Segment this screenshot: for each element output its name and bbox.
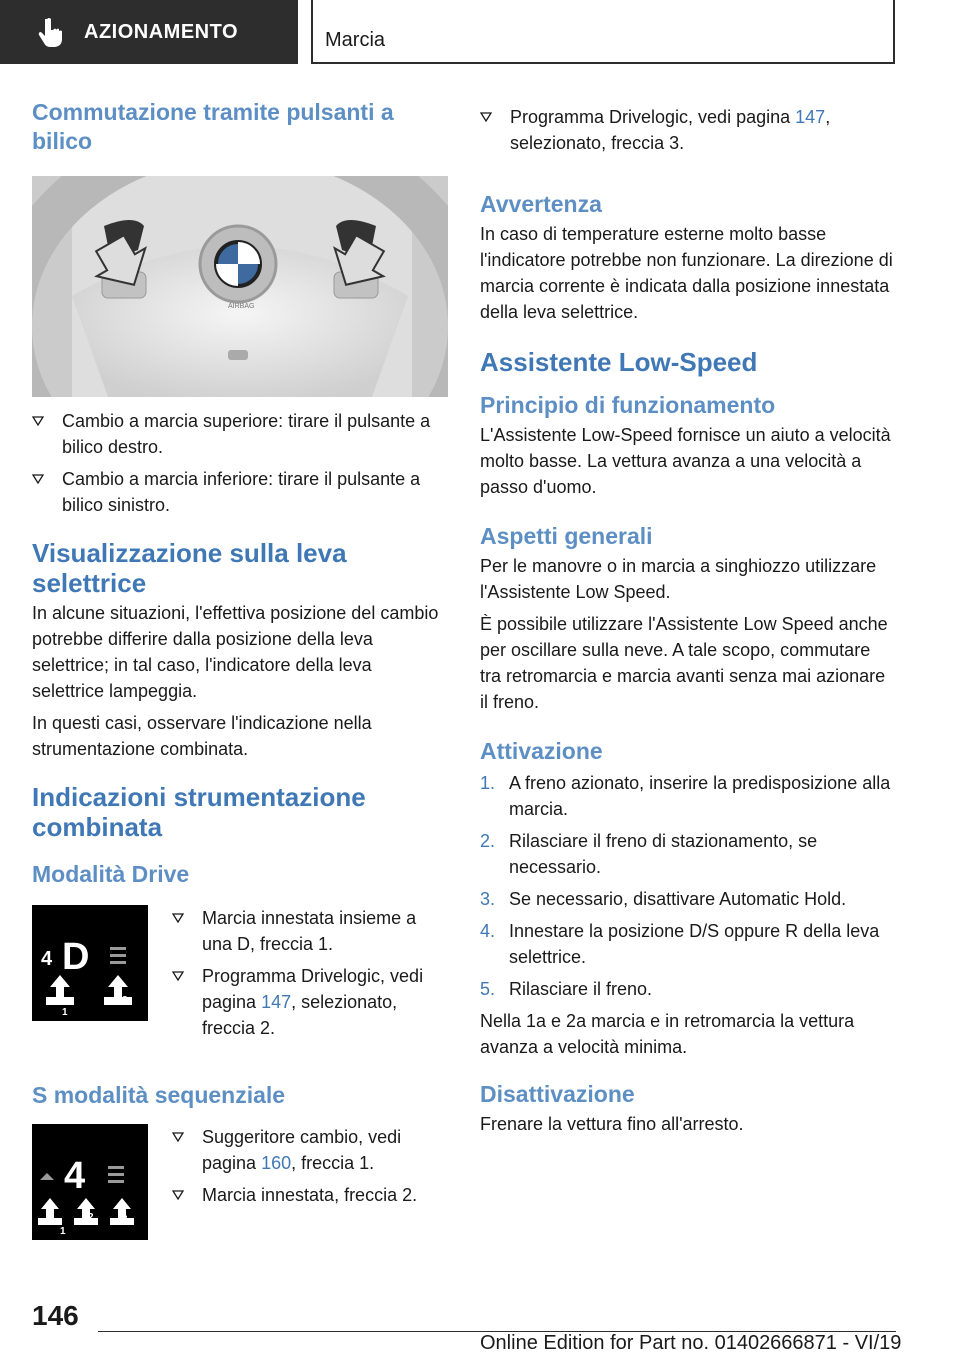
heading-sequential-mode: S modalità sequenziale <box>32 1082 286 1108</box>
list-item <box>480 976 896 1002</box>
heading-deactivation: Disattivazione <box>480 1081 635 1107</box>
hand-icon <box>38 17 64 47</box>
rocker-bullet-2: Cambio a marcia inferiore: tirare il pulsante a bilico sinistro. <box>62 469 421 515</box>
sequential-mode-block <box>32 1124 448 1240</box>
drive-mode-block <box>32 905 448 1041</box>
sequential-bullet-1-text: Suggeritore cambio, vedi pagina <box>202 1127 402 1173</box>
heading-cluster: Indicazioni strumentazione combinata <box>32 782 366 842</box>
svg-text:3: 3 <box>122 1214 128 1225</box>
heading-low-speed: Assistente Low-Speed <box>480 347 758 377</box>
page-number: 146 <box>32 1300 79 1331</box>
warning-paragraph: In caso di temperature esterne molto basse l'indicatore potrebbe non funzionare. La direzione di marcia corrente è indicata dalla posizione innestata della leva selettrice. <box>480 224 893 322</box>
step-text: Se necessario, disattivare Automatic Hold. <box>509 889 847 909</box>
page-link-147-right[interactable]: 147 <box>795 107 826 127</box>
step-number: 1. <box>480 773 496 793</box>
list-item <box>32 466 448 518</box>
page-link-160[interactable]: 160 <box>261 1153 292 1173</box>
section-title: AZIONAMENTO <box>84 20 239 43</box>
step-text: Rilasciare il freno di stazionamento, se necessario. <box>509 831 818 877</box>
principle-paragraph: L'Assistente Low-Speed fornisce un aiuto a velocità molto basse. La vettura avanza a una velocità a passo d'uomo. <box>480 425 891 497</box>
svg-text:1: 1 <box>62 1007 68 1018</box>
drive-bullet-2-suffix: , selezionato, freccia 2. <box>202 992 398 1038</box>
svg-text:AIRBAG: AIRBAG <box>228 303 255 310</box>
heading-lever-display: Visualizzazione sulla leva selettrice <box>32 538 347 598</box>
step-text: A freno azionato, inserire la predisposizione alla marcia. <box>509 773 891 819</box>
triangle-bullet-icon <box>172 1190 184 1200</box>
svg-text:D: D <box>62 936 90 978</box>
triangle-bullet-icon <box>172 971 184 981</box>
section-tab <box>0 0 298 64</box>
drive-gear-display <box>32 905 148 1021</box>
list-item <box>172 1182 448 1208</box>
svg-text:4: 4 <box>64 1155 86 1197</box>
rocker-bullet-list <box>32 408 448 518</box>
edition-note: Online Edition for Part no. 01402666871 - VI/19 <box>480 1332 902 1354</box>
sequential-bullet-list <box>172 1124 448 1208</box>
heading-rocker: Commutazione tramite pulsanti a bilico <box>32 99 394 154</box>
step-number: 2. <box>480 831 496 851</box>
sequential-bullet-2: Marcia innestata, freccia 2. <box>202 1185 418 1205</box>
drive-bullet-1: Marcia innestata insieme a una D, freccia 1. <box>202 908 417 954</box>
list-item <box>480 770 896 822</box>
heading-activation: Attivazione <box>480 738 603 764</box>
step-text: Innestare la posizione D/S oppure R della leva selettrice. <box>509 921 880 967</box>
rocker-bullet-1: Cambio a marcia superiore: tirare il pulsante a bilico destro. <box>62 411 431 457</box>
step-number: 4. <box>480 921 496 941</box>
page-link-147[interactable]: 147 <box>261 992 292 1012</box>
list-item <box>172 963 448 1041</box>
svg-text:2: 2 <box>122 995 128 1006</box>
triangle-bullet-icon <box>172 1132 184 1142</box>
list-item <box>172 1124 448 1176</box>
svg-text:1: 1 <box>60 1226 66 1237</box>
heading-warning: Avvertenza <box>480 191 602 217</box>
step-number: 5. <box>480 979 496 999</box>
lever-paragraph-1: In alcune situazioni, l'effettiva posizione del cambio potrebbe differire dalla posizione della leva selettrice; in tal caso, l'indicatore della leva selettrice lampeggia. <box>32 603 439 701</box>
drivelogic-bullet-text: Programma Drivelogic, vedi pagina <box>510 107 796 127</box>
steering-wheel-photo <box>32 176 448 397</box>
list-item <box>172 905 448 957</box>
triangle-bullet-icon <box>480 112 492 122</box>
list-item <box>480 104 896 156</box>
list-item <box>480 828 896 880</box>
general-paragraph-1: Per le manovre o in marcia a singhiozzo utilizzare l'Assistente Low Speed. <box>480 556 877 602</box>
right-column <box>480 104 896 1137</box>
lever-paragraph-2: In questi casi, osservare l'indicazione nella strumentazione combinata. <box>32 713 372 759</box>
general-paragraph-2: È possibile utilizzare l'Assistente Low Speed anche per oscillare sulla neve. A tale scopo, commutare tra retromarcia e marcia avanti senza mai azionare il freno. <box>480 614 888 712</box>
drivelogic-bullet-list <box>480 104 896 156</box>
list-item <box>480 918 896 970</box>
heading-principle: Principio di funzionamento <box>480 392 776 418</box>
svg-text:2: 2 <box>88 1212 94 1223</box>
heading-drive-mode: Modalità Drive <box>32 861 190 887</box>
left-column <box>32 98 448 1240</box>
heading-general: Aspetti generali <box>480 523 653 549</box>
steering-wheel-illustration <box>32 176 448 397</box>
chapter-bar <box>313 0 895 64</box>
step-number: 3. <box>480 889 496 909</box>
triangle-bullet-icon <box>172 913 184 923</box>
sequential-bullet-1-suffix: , freccia 1. <box>291 1153 375 1173</box>
svg-text:4: 4 <box>41 948 53 970</box>
activation-steps <box>480 770 896 1002</box>
list-item <box>480 886 896 912</box>
list-item <box>32 408 448 460</box>
sequential-gear-display <box>32 1124 148 1240</box>
drive-bullet-2-text: Programma Drivelogic, vedi pagina <box>202 966 424 1012</box>
triangle-bullet-icon <box>32 474 44 484</box>
deactivation-paragraph: Frenare la vettura fino all'arresto. <box>480 1114 744 1134</box>
drive-bullet-list <box>172 905 448 1041</box>
chapter-title: Marcia <box>325 29 386 51</box>
step-text: Rilasciare il freno. <box>509 979 653 999</box>
drivelogic-bullet-suffix: , selezionato, freccia 3. <box>510 107 831 153</box>
activation-paragraph: Nella 1a e 2a marcia e in retromarcia la vettura avanza a velocità minima. <box>480 1011 855 1057</box>
triangle-bullet-icon <box>32 416 44 426</box>
